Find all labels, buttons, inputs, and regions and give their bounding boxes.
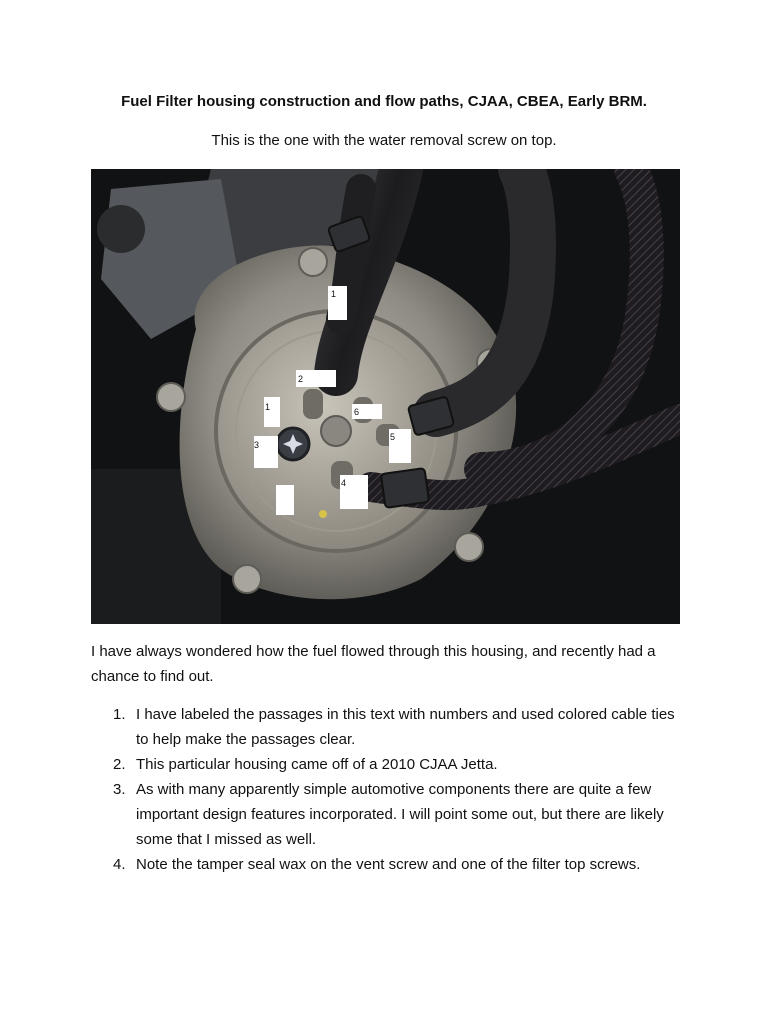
intro-paragraph: I have always wondered how the fuel flowed through this housing, and recently had a chance to find out. <box>91 643 656 685</box>
label-text-6: 6 <box>354 407 360 417</box>
fuel-filter-photo-illustration <box>91 169 680 624</box>
center-port <box>321 416 351 446</box>
label-text-2: 2 <box>298 374 304 384</box>
label-box-2 <box>296 370 336 387</box>
page-subtitle: This is the one with the water removal screw on top. <box>211 132 557 149</box>
list-item <box>91 777 691 852</box>
flange-bolt-left <box>157 383 185 411</box>
list-item <box>91 702 691 752</box>
label-box-6 <box>352 404 382 419</box>
label-box-4 <box>340 475 368 509</box>
label-text-5: 5 <box>390 432 396 442</box>
list-item-text: Note the tamper seal wax on the vent screw and one of the filter top screws. <box>136 856 641 873</box>
list-item <box>91 752 691 777</box>
label-box-1 <box>328 286 347 320</box>
label-text-3: 3 <box>254 440 260 450</box>
tamper-seal-wax <box>319 510 327 518</box>
label-text-1b: 1 <box>265 402 271 412</box>
hose-clamp-bottom <box>381 468 429 508</box>
page-title: Fuel Filter housing construction and flow paths, CJAA, CBEA, Early BRM. <box>121 93 647 110</box>
label-text-1: 1 <box>331 289 337 299</box>
list-item <box>91 852 691 877</box>
bolt-background <box>97 205 145 253</box>
label-box-5 <box>389 429 411 463</box>
fuel-filter-photo <box>91 169 680 624</box>
port-2 <box>303 389 323 419</box>
label-box-blank <box>276 485 294 515</box>
label-box-3 <box>254 436 278 468</box>
label-text-4: 4 <box>341 478 347 488</box>
list-item-number: 1. <box>113 706 126 723</box>
list-item-text: As with many apparently simple automotive components there are quite a few important design features incorporated. I will point some out, but there are likely some that I missed as well. <box>136 781 664 848</box>
list-item-number: 3. <box>113 781 126 798</box>
flange-bolt-bottom-right <box>455 533 483 561</box>
flange-bolt-top <box>299 248 327 276</box>
steps-list <box>91 702 691 877</box>
list-item-number: 2. <box>113 756 126 773</box>
list-item-number: 4. <box>113 856 126 873</box>
label-box-1b <box>264 397 280 427</box>
flange-bolt-bottom-left <box>233 565 261 593</box>
list-item-text: I have labeled the passages in this text with numbers and used colored cable ties to help make the passages clear. <box>136 706 675 748</box>
list-item-text: This particular housing came off of a 2010 CJAA Jetta. <box>136 756 498 773</box>
